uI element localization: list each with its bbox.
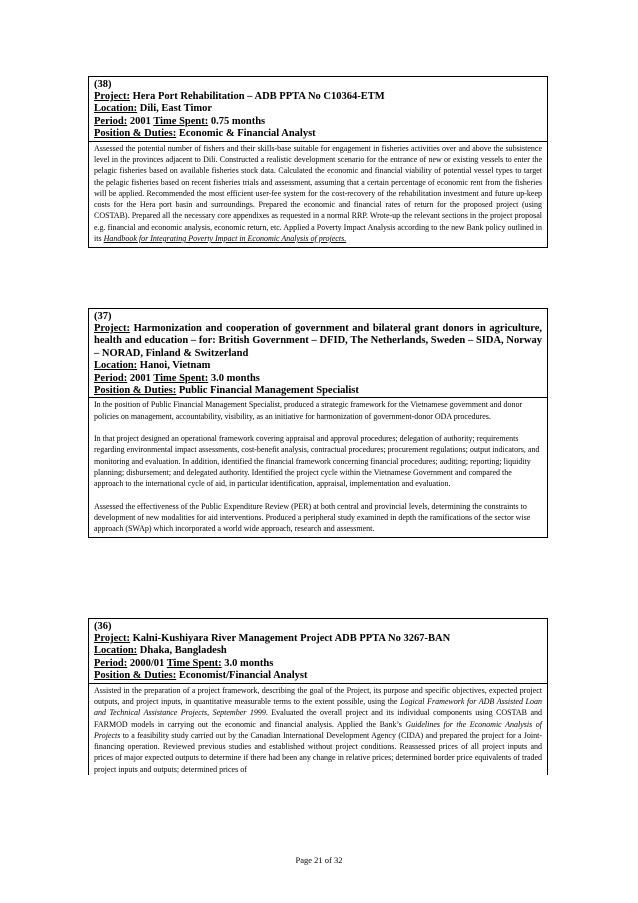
project-title: Kalni-Kushiyara River Management Project ADB PPTA No 3267-BAN (132, 633, 451, 644)
project-entry-37 (88, 308, 548, 538)
description-italic: Logical Framework for ADB Assisted Loan and Technical Assistance Projects, September 1999 (94, 696, 543, 718)
entry-number: (36) (94, 621, 112, 632)
project-label: Project: (94, 323, 130, 334)
position-value: Public Financial Management Specialist (178, 385, 359, 397)
description-paragraph: Assessed the effectiveness of the Public Expenditure Review (PER) at both central and provincial levels, determining the constraints to development of new modalities for aid interventions. Produced a peripheral study examined in depth the ramifications of the sector wise approach (SWAp) which incorporated a world wide approach, research and assessment. (94, 501, 531, 534)
project-label: Project: (94, 91, 130, 102)
location-value: Hanoi, Vietnam (139, 360, 211, 372)
period-line (94, 116, 542, 128)
time-label: Time Spent: (153, 372, 209, 384)
position-value: Economic & Financial Analyst (178, 128, 316, 140)
location-value: Dili, East Timor (139, 103, 213, 115)
period-value: 2001 (129, 372, 151, 384)
period-value: 2001 (129, 115, 151, 127)
location-label: Location: (94, 645, 138, 657)
entry-number: (37) (94, 311, 112, 322)
entry-number: (38) (94, 79, 112, 90)
project-line (94, 633, 542, 645)
period-line (94, 658, 542, 670)
time-value: 3.0 months (210, 372, 260, 384)
position-line (94, 128, 542, 140)
divider (89, 141, 547, 142)
entry-description (94, 143, 542, 245)
description-text: Assessed the potential number of fishers and their skills-base suitable for engagement in fisheries activities over and above the subsistence level in the provinces adjacent to Dili. Constructed a realistic development scenario for the entrance of new or existing vessels to enter the pelagic fisheries based on available fisheries stock data. Calculated the economic and financial viability of potential vessel types to target the pelagic fisheries based on recent fisheries trials and assessment, assuming that a certain percentage of economic rent from the fisheries will be applied. Recommended the most efficient user-fee system for the cost-recovery of the rehabilitation investment and future up-keep costs for the Hera port basin and surroundings. Prepared the economic and financial rates of return for the proposed project (using COSTAB). Prepared all the necessary core appendixes as requested in a normal RRP. Wrote-up the relevant sections in the project proposal e.g. financial and economic analysis, economic return, etc. Applied a Poverty Impact Analysis according to the new Bank policy outlined in its (94, 143, 542, 243)
position-value: Economist/Financial Analyst (178, 670, 308, 682)
time-label: Time Spent: (153, 115, 209, 127)
project-title: Hera Port Rehabilitation – ADB PPTA No C10364-ETM (132, 91, 385, 102)
period-label: Period: (94, 372, 128, 384)
position-label: Position & Duties: (94, 385, 177, 397)
description-paragraph: In that project designed an operational framework covering appraisal and approval procedures; delegation of authority; requirements regarding environmental impact assessments, cost-benefit analysis, contractual procedures; procurement regulations; output indicators, and monitoring and evaluation. In addition, identified the financial framework concerning financial procedures; auditing; reporting; liquidity planning; disbursement; and delegated authority. Identified the project cycle within the Vietnamese Government and compared the approach to the international cycle of aid, in particular identification, appraisal, implementation and evaluation. (94, 434, 540, 489)
time-value: 0.75 months (210, 115, 266, 127)
project-entry-36 (88, 618, 548, 775)
location-label: Location: (94, 103, 138, 115)
entry-description (94, 685, 542, 775)
description-text: Assisted in the preparation of a project framework, describing the goal of the Project, its purpose and specific objectives, expected project outputs, and project inputs, in quantitative measurable terms to the extent possible, using the (94, 685, 542, 706)
period-label: Period: (94, 115, 128, 127)
position-line (94, 385, 542, 397)
period-label: Period: (94, 657, 128, 669)
project-line (94, 91, 542, 103)
time-label: Time Spent: (166, 657, 222, 669)
description-italic: Guidelines for the Economic Analysis of Projects (94, 719, 542, 740)
period-value: 2000/01 (129, 657, 165, 669)
location-line (94, 103, 542, 115)
time-value: 3.0 months (224, 657, 274, 669)
location-line (94, 360, 542, 372)
project-label: Project: (94, 633, 130, 644)
period-line (94, 373, 542, 385)
description-paragraph: In the position of Public Financial Management Specialist, produced a strategic framework for the Vietnamese government and donor policies on management, accountability, visibility, as an initiative for harmonization of government-donor ODA procedures. (94, 400, 523, 421)
description-italic: Handbook for Integrating Poverty Impact in Economic Analysis of projects. (103, 234, 347, 243)
position-label: Position & Duties: (94, 670, 177, 682)
project-entry-38 (88, 76, 548, 248)
position-line (94, 670, 542, 682)
position-label: Position & Duties: (94, 128, 177, 140)
location-value: Dhaka, Bangladesh (139, 645, 227, 657)
divider (89, 683, 547, 684)
entry-description (94, 399, 542, 534)
description-text: to a feasibility study carried out by the Canadian International Development Agency (CIDA) and prepared the project for a Joint-financing operation. Reviewed previous studies and established without project conditions. Reassessed prices of all project inputs and prices of major expected outputs to determine if there had been any change in relative prices; determined border price equivalents of traded project inputs and outputs; determined prices of (94, 730, 542, 774)
location-line (94, 645, 542, 657)
divider (89, 397, 547, 398)
page-number: Page 21 of 32 (295, 855, 343, 865)
project-title: Harmonization and cooperation of government and bilateral grant donors in agriculture, health and education – for: British Government – DFID, The Netherlands, Sweden – SIDA, Norway – NORAD, Finland & Switzerland (94, 323, 542, 359)
location-label: Location: (94, 360, 138, 372)
project-line (94, 323, 542, 360)
description-text: . Evaluated the overall project and its individual components using COSTAB and FARMOD models in carrying out the economic and financial analysis. Applied the Bank’s (94, 708, 542, 729)
